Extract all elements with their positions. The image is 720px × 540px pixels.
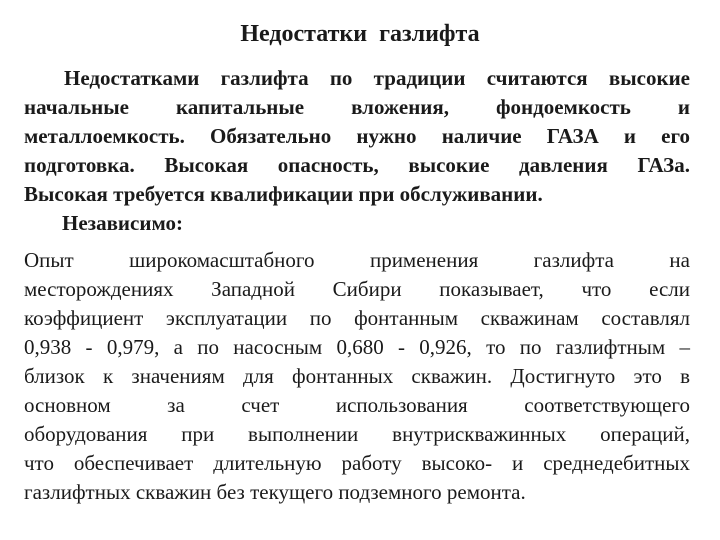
slide-title: Недостатки газлифта <box>240 21 480 47</box>
paragraph-experience <box>24 246 690 507</box>
paragraph-line: Высокая требуется квалификации при обслуживании. <box>24 182 543 206</box>
paragraph-line: что обеспечивает длительную работу высоко- и среднедебитных <box>24 451 690 475</box>
paragraph-line: металлоемкость. Обязательно нужно наличие ГАЗА и его <box>24 124 690 148</box>
paragraph-line: начальные капитальные вложения, фондоемкость и <box>24 95 690 119</box>
paragraph-line: коэффициент эксплуатации по фонтанным скважинам составлял <box>24 306 690 330</box>
paragraph-line: 0,938 - 0,979, а по насосным 0,680 - 0,926, то по газлифтным – <box>24 335 690 359</box>
subheading: Независимо: <box>62 211 183 235</box>
paragraph-line: основном за счет использования соответствующего <box>24 393 690 417</box>
paragraph-line: Недостатками газлифта по традиции считаются высокие <box>64 66 690 90</box>
paragraph-line: месторождениях Западной Сибири показывает, что если <box>24 277 690 301</box>
paragraph-disadvantages <box>24 64 690 209</box>
paragraph-line: газлифтных скважин без текущего подземного ремонта. <box>24 480 526 504</box>
paragraph-line: оборудования при выполнении внутрискважинных операций, <box>24 422 690 446</box>
paragraph-line: Опыт широкомасштабного применения газлифта на <box>24 248 690 272</box>
paragraph-line: подготовка. Высокая опасность, высокие давления ГАЗа. <box>24 153 690 177</box>
paragraph-line: близок к значениям для фонтанных скважин. Достигнуто это в <box>24 364 690 388</box>
